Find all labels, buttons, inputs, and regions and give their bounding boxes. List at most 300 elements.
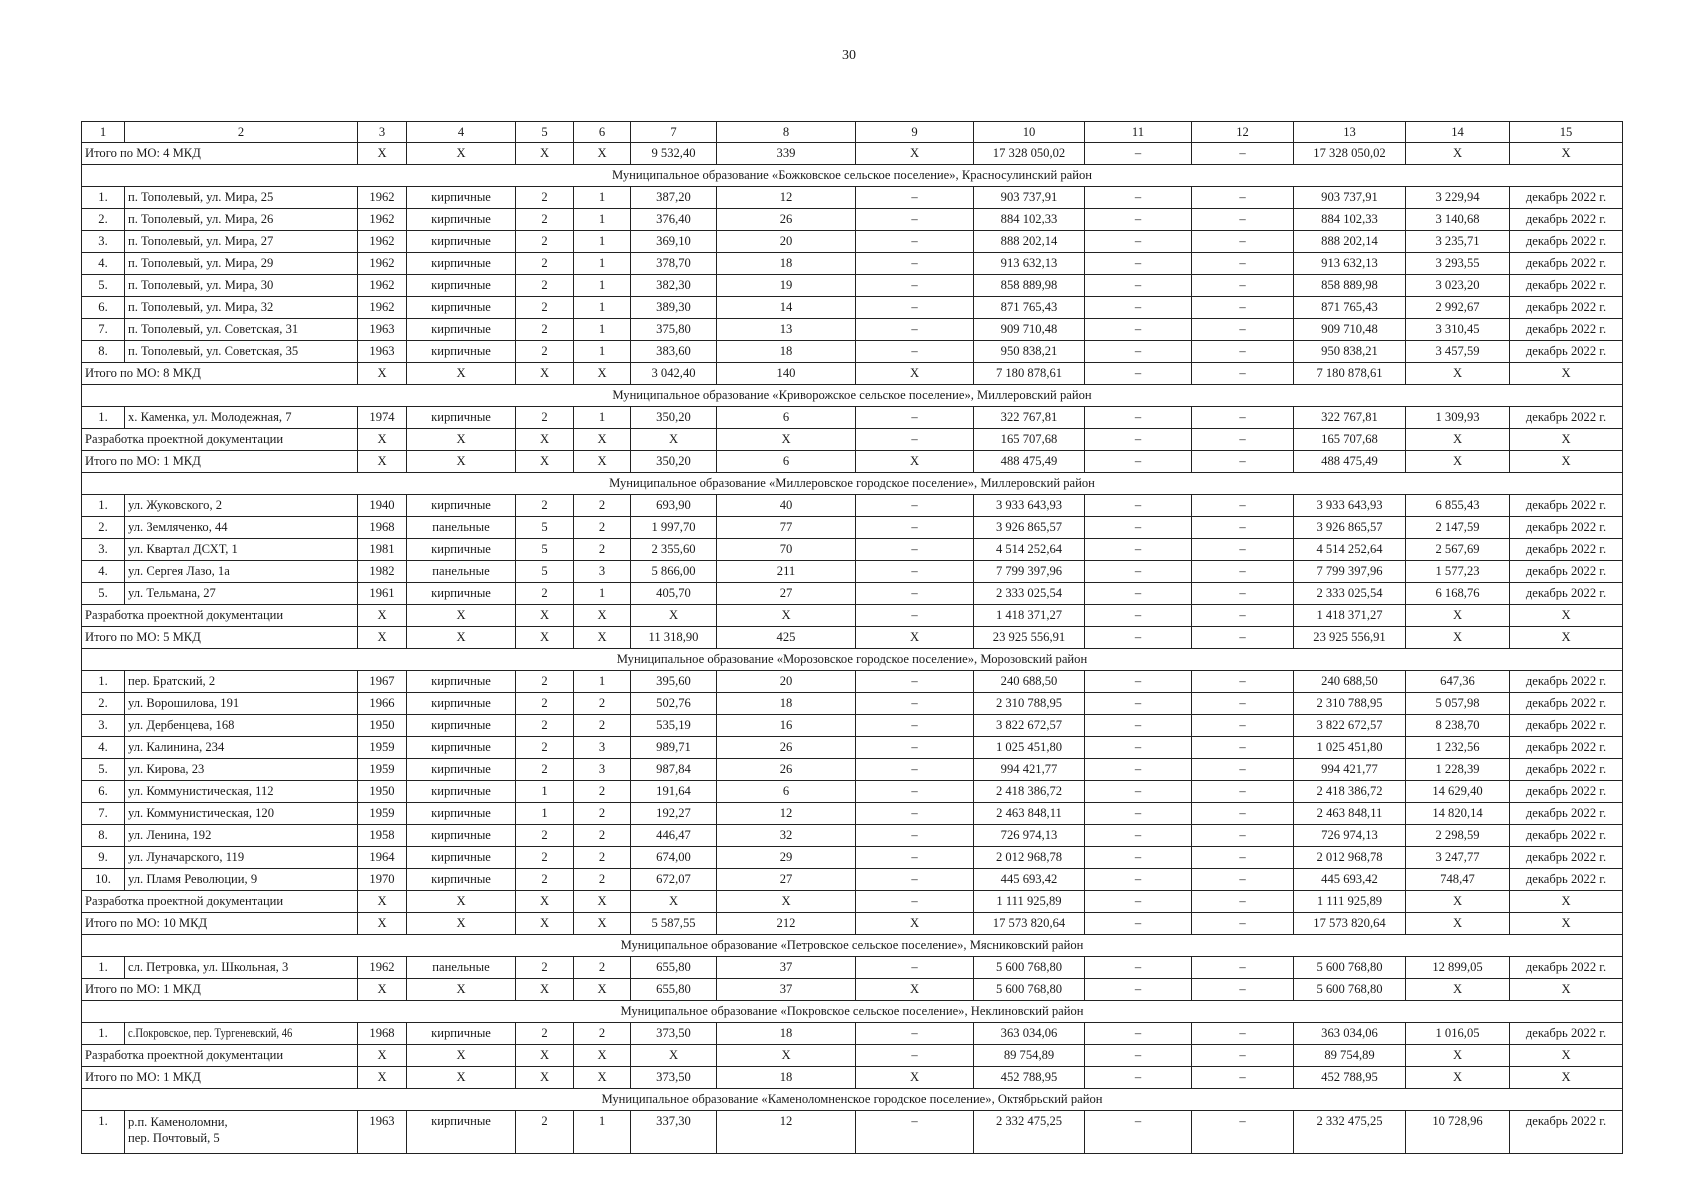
data-cell: 1 [574, 407, 631, 429]
data-cell: 1 [574, 1111, 631, 1154]
data-cell: кирпичные [407, 759, 516, 781]
address-cell: ул. Кирова, 23 [125, 759, 358, 781]
summary-cell: X [1406, 1067, 1510, 1089]
table-body [82, 122, 1623, 1154]
data-cell: 5 [516, 561, 574, 583]
data-cell: – [1192, 1023, 1294, 1045]
data-cell: декабрь 2022 г. [1510, 847, 1623, 869]
data-cell: 2 [516, 209, 574, 231]
row-number: 1. [82, 187, 125, 209]
data-cell: 1950 [358, 715, 407, 737]
section-header-row [82, 935, 1623, 957]
summary-cell: 1 111 925,89 [1294, 891, 1406, 913]
data-cell: – [1085, 539, 1192, 561]
data-cell: 903 737,91 [974, 187, 1085, 209]
data-cell: 1 [574, 187, 631, 209]
summary-cell: 89 754,89 [1294, 1045, 1406, 1067]
data-cell: – [1192, 275, 1294, 297]
table-row [82, 869, 1623, 891]
data-cell: – [1085, 319, 1192, 341]
summary-cell: – [1085, 429, 1192, 451]
summary-cell: X [717, 605, 856, 627]
data-cell: 871 765,43 [1294, 297, 1406, 319]
municipality-title: Муниципальное образование «Покровское сельское поселение», Неклиновский район [82, 1001, 1623, 1023]
table-row [82, 561, 1623, 583]
data-cell: 20 [717, 231, 856, 253]
row-number: 5. [82, 275, 125, 297]
data-cell: – [1085, 869, 1192, 891]
column-number: 4 [407, 122, 516, 143]
summary-cell: – [1085, 979, 1192, 1001]
address-cell: ул. Сергея Лазо, 1а [125, 561, 358, 583]
summary-cell: X [1406, 143, 1510, 165]
summary-cell: – [1192, 605, 1294, 627]
data-cell: 2 567,69 [1406, 539, 1510, 561]
data-cell: 1 232,56 [1406, 737, 1510, 759]
data-cell: декабрь 2022 г. [1510, 539, 1623, 561]
summary-cell: X [407, 979, 516, 1001]
data-cell: 378,70 [631, 253, 717, 275]
data-cell: 405,70 [631, 583, 717, 605]
summary-cell: – [1192, 891, 1294, 913]
data-cell: 2 [516, 759, 574, 781]
data-cell: 693,90 [631, 495, 717, 517]
data-cell: кирпичные [407, 1111, 516, 1154]
data-cell: 1 [574, 583, 631, 605]
summary-cell: 3 042,40 [631, 363, 717, 385]
data-cell: – [856, 583, 974, 605]
summary-cell: 452 788,95 [1294, 1067, 1406, 1089]
summary-cell: – [856, 429, 974, 451]
address-cell: п. Тополевый, ул. Мира, 29 [125, 253, 358, 275]
data-cell: – [1085, 1023, 1192, 1045]
address-cell: п. Тополевый, ул. Советская, 35 [125, 341, 358, 363]
data-cell: 2 332 475,25 [1294, 1111, 1406, 1154]
summary-cell: – [1085, 363, 1192, 385]
data-cell: 3 293,55 [1406, 253, 1510, 275]
data-cell: 2 463 848,11 [1294, 803, 1406, 825]
summary-cell: 339 [717, 143, 856, 165]
data-cell: 337,30 [631, 1111, 717, 1154]
summary-cell: X [358, 1067, 407, 1089]
summary-cell: 89 754,89 [974, 1045, 1085, 1067]
data-cell: 2 012 968,78 [974, 847, 1085, 869]
summary-cell: – [1192, 627, 1294, 649]
summary-cell: – [1085, 451, 1192, 473]
summary-cell: X [574, 913, 631, 935]
table-row [82, 209, 1623, 231]
table-row [82, 187, 1623, 209]
data-cell: кирпичные [407, 253, 516, 275]
table-row [82, 583, 1623, 605]
address-cell: ул. Калинина, 234 [125, 737, 358, 759]
summary-cell: 6 [717, 451, 856, 473]
row-number: 8. [82, 825, 125, 847]
summary-cell: – [1085, 627, 1192, 649]
data-cell: 18 [717, 1023, 856, 1045]
data-cell: 2 310 788,95 [974, 693, 1085, 715]
data-cell: декабрь 2022 г. [1510, 231, 1623, 253]
data-cell: 2 333 025,54 [1294, 583, 1406, 605]
data-cell: – [1085, 957, 1192, 979]
data-cell: 1940 [358, 495, 407, 517]
column-number: 10 [974, 122, 1085, 143]
data-cell: 1981 [358, 539, 407, 561]
data-cell: декабрь 2022 г. [1510, 759, 1623, 781]
data-cell: 5 866,00 [631, 561, 717, 583]
data-cell: 192,27 [631, 803, 717, 825]
data-cell: – [856, 825, 974, 847]
data-cell: 2 992,67 [1406, 297, 1510, 319]
summary-cell: X [1406, 1045, 1510, 1067]
data-cell: 3 247,77 [1406, 847, 1510, 869]
data-cell: 3 926 865,57 [974, 517, 1085, 539]
data-cell: кирпичные [407, 407, 516, 429]
row-number: 7. [82, 803, 125, 825]
data-cell: 2 [516, 187, 574, 209]
summary-cell: X [856, 979, 974, 1001]
summary-cell: – [856, 891, 974, 913]
data-cell: 1962 [358, 187, 407, 209]
data-cell: 5 600 768,80 [1294, 957, 1406, 979]
summary-cell: X [574, 627, 631, 649]
data-cell: 989,71 [631, 737, 717, 759]
data-cell: 1 [574, 231, 631, 253]
summary-row [82, 363, 1623, 385]
column-number: 8 [717, 122, 856, 143]
summary-cell: X [856, 1067, 974, 1089]
data-cell: 2 012 968,78 [1294, 847, 1406, 869]
data-cell: 913 632,13 [1294, 253, 1406, 275]
data-cell: декабрь 2022 г. [1510, 319, 1623, 341]
summary-cell: X [856, 627, 974, 649]
data-cell: 1966 [358, 693, 407, 715]
data-cell: 1962 [358, 957, 407, 979]
summary-cell: X [358, 605, 407, 627]
data-cell: – [856, 539, 974, 561]
row-number: 4. [82, 737, 125, 759]
data-cell: 647,36 [1406, 671, 1510, 693]
data-cell: 2 [516, 1023, 574, 1045]
summary-cell: X [516, 1045, 574, 1067]
data-cell: 1967 [358, 671, 407, 693]
data-cell: декабрь 2022 г. [1510, 803, 1623, 825]
data-cell: 858 889,98 [974, 275, 1085, 297]
row-number: 1. [82, 957, 125, 979]
data-cell: 2 332 475,25 [974, 1111, 1085, 1154]
summary-cell: 5 587,55 [631, 913, 717, 935]
summary-cell: X [1406, 363, 1510, 385]
data-cell: 27 [717, 869, 856, 891]
data-cell: 1 [516, 803, 574, 825]
summary-cell: 17 328 050,02 [974, 143, 1085, 165]
column-number: 9 [856, 122, 974, 143]
data-cell: – [856, 407, 974, 429]
summary-cell: X [516, 605, 574, 627]
summary-cell: 1 111 925,89 [974, 891, 1085, 913]
data-cell: – [1085, 297, 1192, 319]
summary-cell: 23 925 556,91 [974, 627, 1085, 649]
data-cell: – [1085, 803, 1192, 825]
data-cell: – [856, 847, 974, 869]
data-cell: 445 693,42 [1294, 869, 1406, 891]
data-cell: 1 [574, 671, 631, 693]
summary-row [82, 979, 1623, 1001]
summary-cell: 17 573 820,64 [1294, 913, 1406, 935]
municipality-title: Муниципальное образование «Каменоломненское городское поселение», Октябрьский район [82, 1089, 1623, 1111]
data-cell: 1 [516, 781, 574, 803]
data-cell: 445 693,42 [974, 869, 1085, 891]
column-number: 5 [516, 122, 574, 143]
data-cell: – [856, 693, 974, 715]
summary-cell: – [1085, 143, 1192, 165]
summary-cell: – [1192, 429, 1294, 451]
summary-label: Разработка проектной документации [82, 605, 358, 627]
data-cell: 1963 [358, 341, 407, 363]
data-cell: – [1085, 693, 1192, 715]
repair-schedule-table [81, 121, 1623, 1154]
data-cell: декабрь 2022 г. [1510, 737, 1623, 759]
summary-cell: X [407, 1045, 516, 1067]
data-cell: – [1192, 231, 1294, 253]
summary-cell: 23 925 556,91 [1294, 627, 1406, 649]
summary-cell: X [1510, 605, 1623, 627]
data-cell: 884 102,33 [1294, 209, 1406, 231]
row-number: 4. [82, 561, 125, 583]
data-cell: 16 [717, 715, 856, 737]
summary-cell: 9 532,40 [631, 143, 717, 165]
table-row [82, 759, 1623, 781]
data-cell: 1963 [358, 1111, 407, 1154]
data-cell: 2 [516, 407, 574, 429]
summary-cell: X [407, 1067, 516, 1089]
table-row [82, 539, 1623, 561]
data-cell: – [1085, 407, 1192, 429]
data-cell: 375,80 [631, 319, 717, 341]
data-cell: – [856, 781, 974, 803]
row-number: 4. [82, 253, 125, 275]
summary-cell: – [1192, 979, 1294, 1001]
data-cell: 18 [717, 693, 856, 715]
section-header-row [82, 165, 1623, 187]
data-cell: 376,40 [631, 209, 717, 231]
summary-cell: X [516, 979, 574, 1001]
data-cell: – [856, 803, 974, 825]
summary-row [82, 913, 1623, 935]
data-cell: – [856, 253, 974, 275]
data-cell: кирпичные [407, 869, 516, 891]
table-row [82, 275, 1623, 297]
data-cell: кирпичные [407, 781, 516, 803]
data-cell: – [1085, 583, 1192, 605]
address-cell: ул. Луначарского, 119 [125, 847, 358, 869]
column-number: 6 [574, 122, 631, 143]
summary-cell: 18 [717, 1067, 856, 1089]
summary-cell: X [358, 363, 407, 385]
summary-cell: X [1406, 891, 1510, 913]
data-cell: 12 [717, 803, 856, 825]
data-cell: 18 [717, 253, 856, 275]
data-cell: – [1085, 231, 1192, 253]
summary-cell: X [1406, 605, 1510, 627]
data-cell: 2 [574, 825, 631, 847]
row-number: 1. [82, 495, 125, 517]
summary-cell: X [407, 363, 516, 385]
data-cell: декабрь 2022 г. [1510, 781, 1623, 803]
summary-cell: X [1510, 913, 1623, 935]
data-cell: 18 [717, 341, 856, 363]
data-cell: – [856, 209, 974, 231]
municipality-title: Муниципальное образование «Петровское сельское поселение», Мясниковский район [82, 935, 1623, 957]
data-cell: – [856, 275, 974, 297]
data-cell: кирпичные [407, 297, 516, 319]
data-cell: – [1085, 253, 1192, 275]
summary-label: Итого по МО: 5 МКД [82, 627, 358, 649]
summary-cell: X [516, 143, 574, 165]
data-cell: – [1192, 583, 1294, 605]
row-number: 3. [82, 231, 125, 253]
data-cell: кирпичные [407, 187, 516, 209]
data-cell: 2 [574, 1023, 631, 1045]
data-cell: 26 [717, 759, 856, 781]
table-row [82, 957, 1623, 979]
data-cell: 888 202,14 [1294, 231, 1406, 253]
summary-cell: – [1085, 605, 1192, 627]
data-cell: – [856, 1023, 974, 1045]
data-cell: 1959 [358, 759, 407, 781]
summary-cell: – [1192, 1045, 1294, 1067]
data-cell: 2 [574, 781, 631, 803]
data-cell: 3 229,94 [1406, 187, 1510, 209]
data-cell: 37 [717, 957, 856, 979]
data-cell: декабрь 2022 г. [1510, 187, 1623, 209]
summary-cell: X [1510, 363, 1623, 385]
data-cell: кирпичные [407, 737, 516, 759]
row-number: 1. [82, 407, 125, 429]
row-number: 7. [82, 319, 125, 341]
column-number-row [82, 122, 1623, 143]
summary-cell: X [407, 143, 516, 165]
data-cell: – [856, 737, 974, 759]
data-cell: 2 418 386,72 [1294, 781, 1406, 803]
summary-cell: X [1510, 979, 1623, 1001]
table-row [82, 253, 1623, 275]
data-cell: 871 765,43 [974, 297, 1085, 319]
data-cell: декабрь 2022 г. [1510, 1111, 1623, 1154]
data-cell: 350,20 [631, 407, 717, 429]
data-cell: 502,76 [631, 693, 717, 715]
data-cell: 2 [574, 517, 631, 539]
data-cell: декабрь 2022 г. [1510, 561, 1623, 583]
data-cell: 2 [516, 275, 574, 297]
table-row [82, 319, 1623, 341]
data-cell: 1959 [358, 737, 407, 759]
data-cell: 240 688,50 [1294, 671, 1406, 693]
summary-cell: 11 318,90 [631, 627, 717, 649]
data-cell: – [1192, 737, 1294, 759]
data-cell: 1 [574, 275, 631, 297]
summary-cell: – [1192, 143, 1294, 165]
data-cell: 3 235,71 [1406, 231, 1510, 253]
data-cell: – [1192, 1111, 1294, 1154]
data-cell: кирпичные [407, 847, 516, 869]
summary-cell: X [516, 627, 574, 649]
data-cell: 1 025 451,80 [1294, 737, 1406, 759]
data-cell: 240 688,50 [974, 671, 1085, 693]
data-cell: 2 [516, 869, 574, 891]
data-cell: – [1085, 517, 1192, 539]
summary-label: Итого по МО: 8 МКД [82, 363, 358, 385]
table-row [82, 231, 1623, 253]
column-number: 1 [82, 122, 125, 143]
table-row [82, 781, 1623, 803]
summary-cell: X [574, 451, 631, 473]
summary-cell: X [717, 1045, 856, 1067]
data-cell: 10 728,96 [1406, 1111, 1510, 1154]
data-cell: 363 034,06 [1294, 1023, 1406, 1045]
row-number: 6. [82, 297, 125, 319]
data-cell: 672,07 [631, 869, 717, 891]
data-cell: 1968 [358, 1023, 407, 1045]
data-cell: 2 [516, 341, 574, 363]
column-number: 11 [1085, 122, 1192, 143]
summary-cell: X [574, 363, 631, 385]
summary-cell: – [1085, 1045, 1192, 1067]
data-cell: 950 838,21 [974, 341, 1085, 363]
data-cell: – [1192, 847, 1294, 869]
data-cell: 2 298,59 [1406, 825, 1510, 847]
data-cell: – [1192, 825, 1294, 847]
summary-cell: – [856, 605, 974, 627]
data-cell: 2 [574, 803, 631, 825]
data-cell: 211 [717, 561, 856, 583]
summary-cell: X [1510, 451, 1623, 473]
data-cell: – [1192, 187, 1294, 209]
summary-row [82, 451, 1623, 473]
row-number: 2. [82, 693, 125, 715]
data-cell: 389,30 [631, 297, 717, 319]
summary-cell: 7 180 878,61 [1294, 363, 1406, 385]
data-cell: кирпичные [407, 715, 516, 737]
data-cell: 7 799 397,96 [1294, 561, 1406, 583]
data-cell: декабрь 2022 г. [1510, 671, 1623, 693]
data-cell: декабрь 2022 г. [1510, 209, 1623, 231]
summary-cell: X [856, 363, 974, 385]
summary-cell: 7 180 878,61 [974, 363, 1085, 385]
summary-cell: 37 [717, 979, 856, 1001]
summary-cell: – [1192, 363, 1294, 385]
summary-label: Итого по МО: 1 МКД [82, 1067, 358, 1089]
summary-cell: X [516, 451, 574, 473]
row-number: 1. [82, 671, 125, 693]
summary-cell: X [358, 429, 407, 451]
data-cell: 2 310 788,95 [1294, 693, 1406, 715]
summary-cell: X [1406, 429, 1510, 451]
data-cell: – [1192, 803, 1294, 825]
summary-cell: X [407, 913, 516, 935]
data-cell: – [1085, 1111, 1192, 1154]
data-cell: 987,84 [631, 759, 717, 781]
data-cell: – [1085, 209, 1192, 231]
data-cell: 1 [574, 319, 631, 341]
data-cell: 2 [574, 715, 631, 737]
data-cell: 2 333 025,54 [974, 583, 1085, 605]
data-cell: – [1192, 715, 1294, 737]
data-cell: – [1192, 253, 1294, 275]
page-number: 30 [842, 48, 856, 63]
data-cell: – [856, 319, 974, 341]
summary-cell: X [516, 913, 574, 935]
